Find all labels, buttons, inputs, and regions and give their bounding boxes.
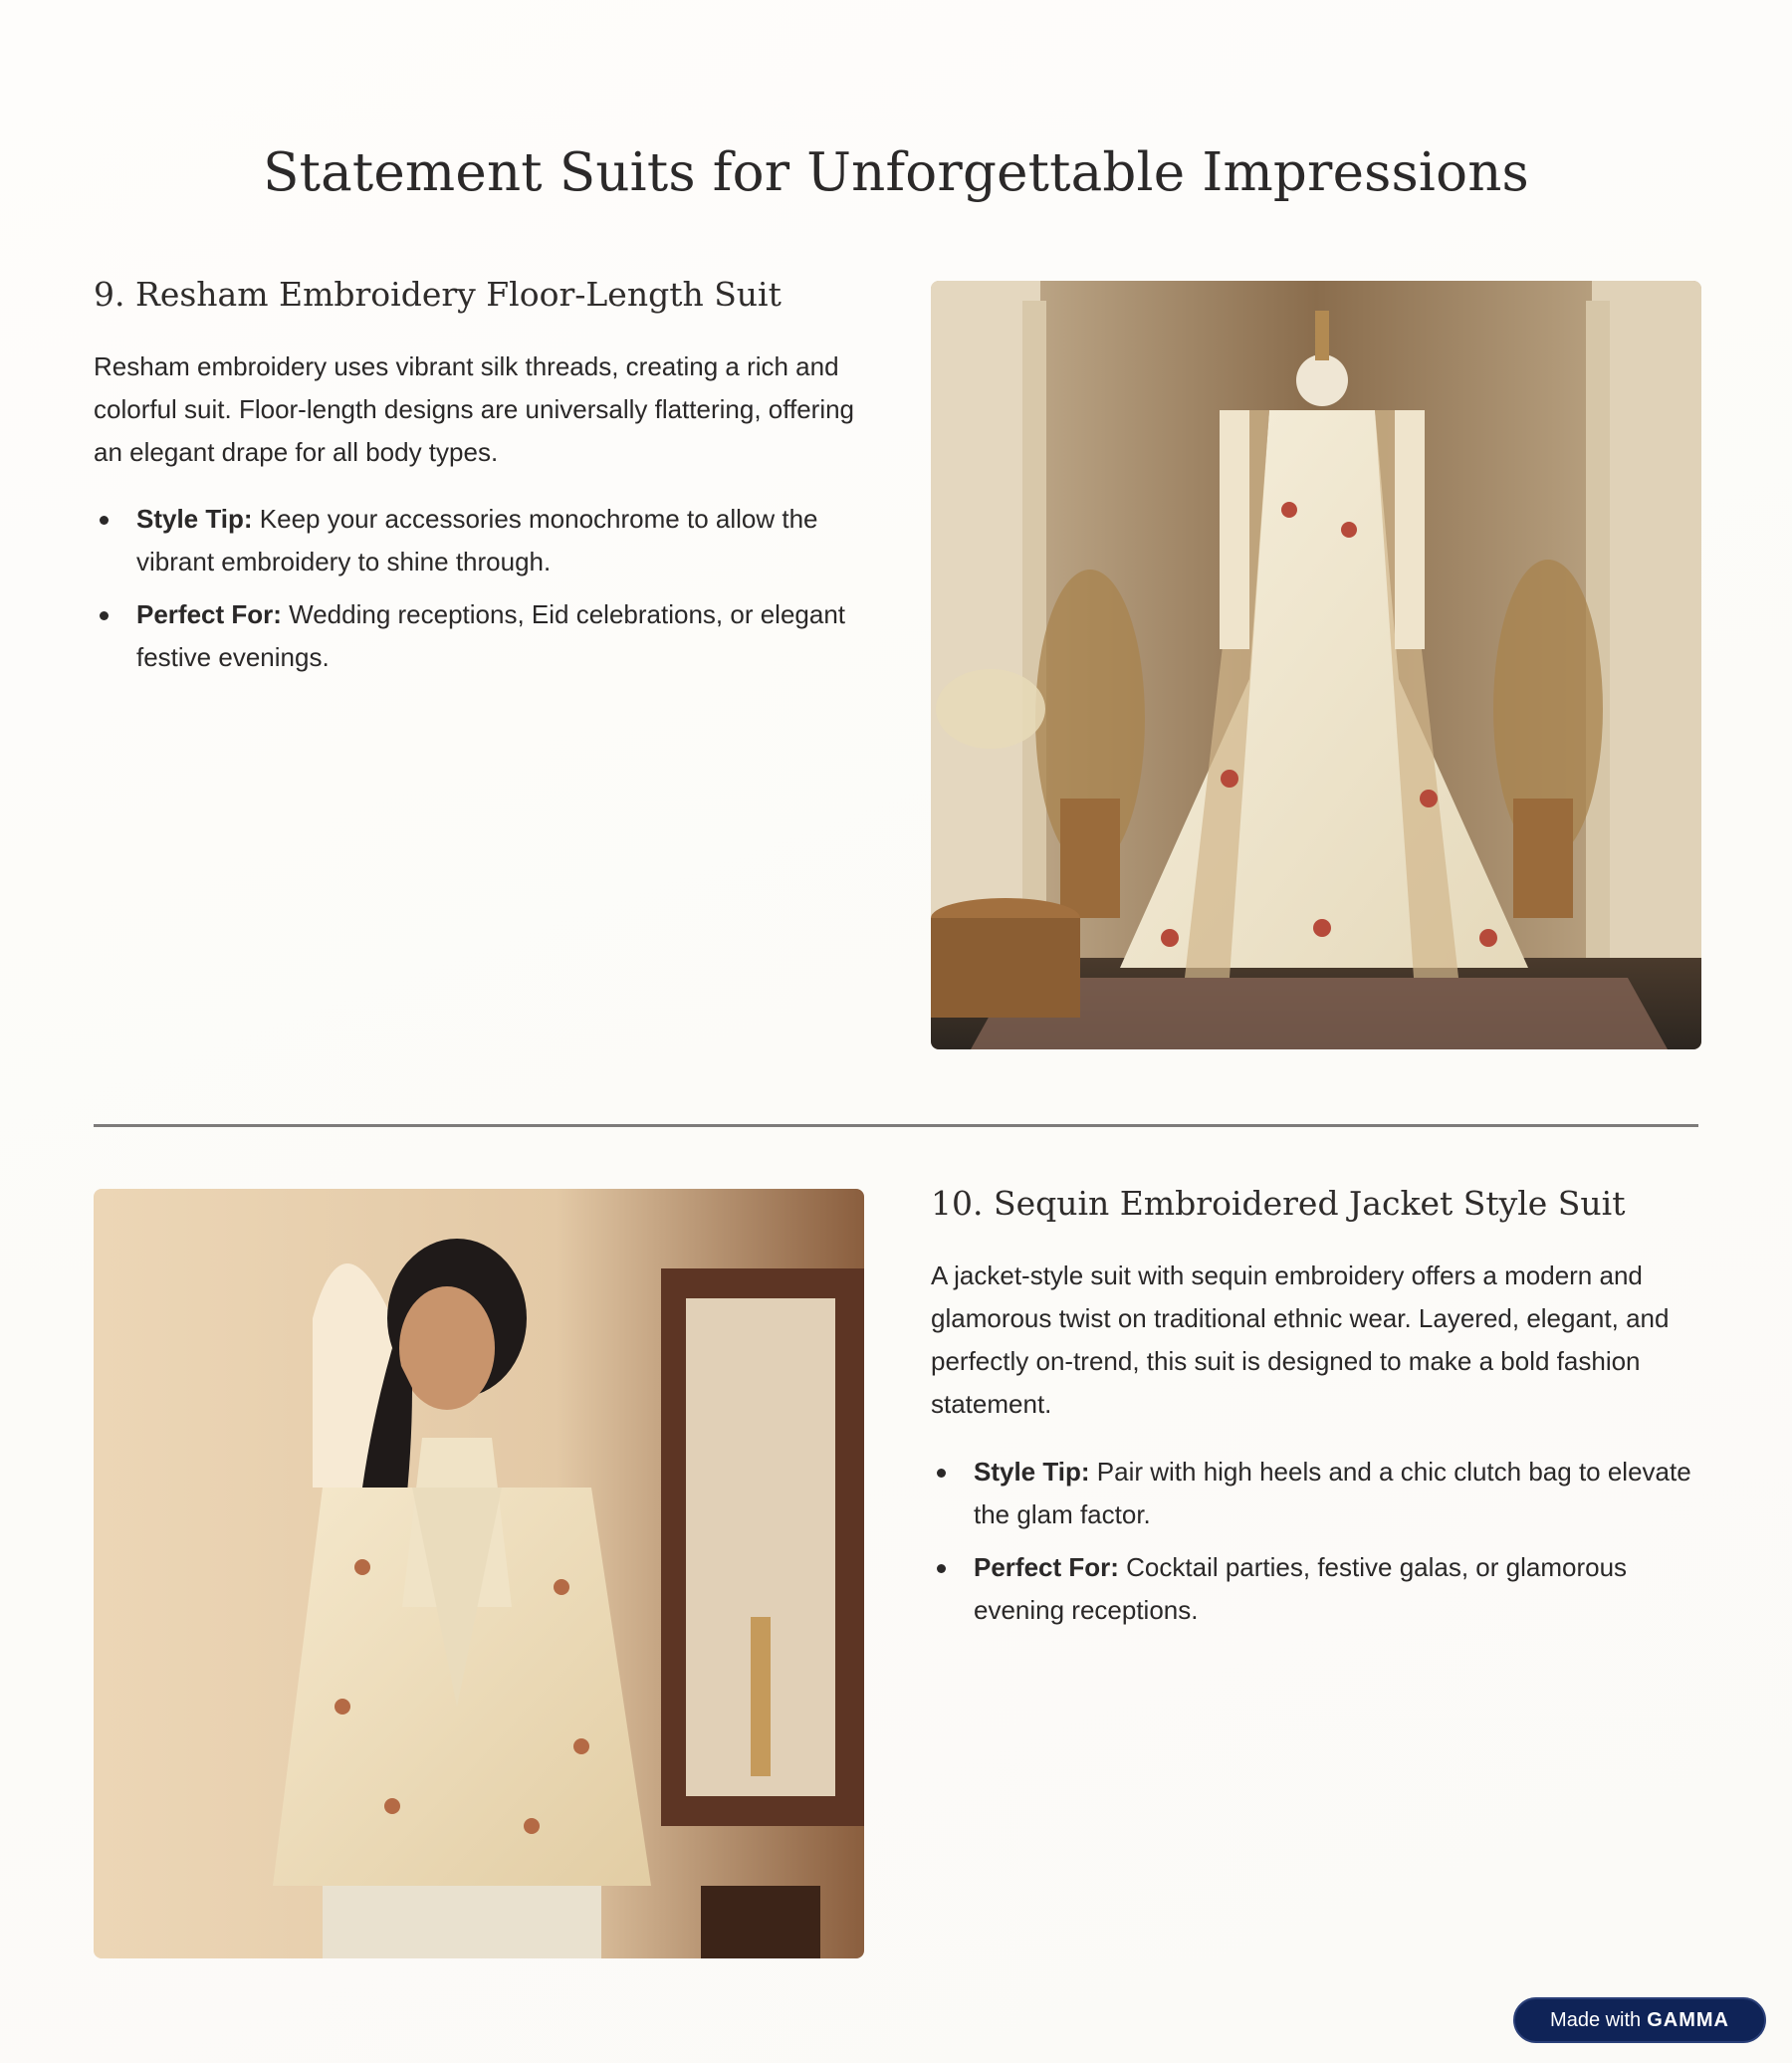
jacket-model-illustration bbox=[94, 1189, 864, 1958]
bullet-text: Cocktail parties, festive galas, or glamorous evening receptions. bbox=[974, 1552, 1628, 1625]
bullet-dot bbox=[937, 1564, 946, 1573]
bullet-label: Perfect For: bbox=[974, 1552, 1119, 1582]
list-item-style-tip bbox=[931, 1451, 1707, 1536]
list-item-perfect-for bbox=[931, 1546, 1707, 1632]
bullet-text: Wedding receptions, Eid celebrations, or elegant festive evenings. bbox=[136, 599, 846, 672]
bullet-list-resham bbox=[94, 498, 870, 689]
sequin-jacket-image bbox=[94, 1189, 864, 1958]
bullet-label: Perfect For: bbox=[136, 599, 282, 629]
bullet-text: Keep your accessories monochrome to allow the vibrant embroidery to shine through. bbox=[136, 504, 818, 576]
section-description-resham: Resham embroidery uses vibrant silk threads, creating a rich and colorful suit. Floor-length designs are universally flattering, offering an elegant drape for all body types. bbox=[94, 351, 855, 467]
mannequin-dress-illustration bbox=[931, 281, 1701, 1049]
badge-prefix: Made with bbox=[1550, 2008, 1642, 2031]
section-heading-sequin: 10. Sequin Embroidered Jacket Style Suit bbox=[931, 1184, 1626, 1223]
bullet-label: Style Tip: bbox=[974, 1457, 1090, 1487]
made-with-gamma-badge[interactable] bbox=[1513, 1997, 1766, 2043]
section-description-sequin: A jacket-style suit with sequin embroidery offers a modern and glamorous twist on traditional ethnic wear. Layered, elegant, and perfectly on-trend, this suit is designed to make a bold fashion statement. bbox=[931, 1261, 1670, 1419]
page-title: Statement Suits for Unforgettable Impressions bbox=[263, 142, 1529, 203]
gamma-logo: GAMMA bbox=[1647, 2008, 1729, 2031]
list-item-style-tip bbox=[94, 498, 870, 583]
bullet-dot bbox=[100, 611, 109, 620]
bullet-label: Style Tip: bbox=[136, 504, 253, 534]
section-heading-resham: 9. Resham Embroidery Floor-Length Suit bbox=[94, 275, 782, 314]
bullet-dot bbox=[937, 1469, 946, 1478]
bullet-list-sequin bbox=[931, 1451, 1707, 1642]
resham-suit-image bbox=[931, 281, 1701, 1049]
section-divider bbox=[94, 1124, 1698, 1127]
bullet-dot bbox=[100, 516, 109, 525]
bullet-text: Pair with high heels and a chic clutch bag to elevate the glam factor. bbox=[974, 1457, 1691, 1529]
list-item-perfect-for bbox=[94, 593, 870, 679]
